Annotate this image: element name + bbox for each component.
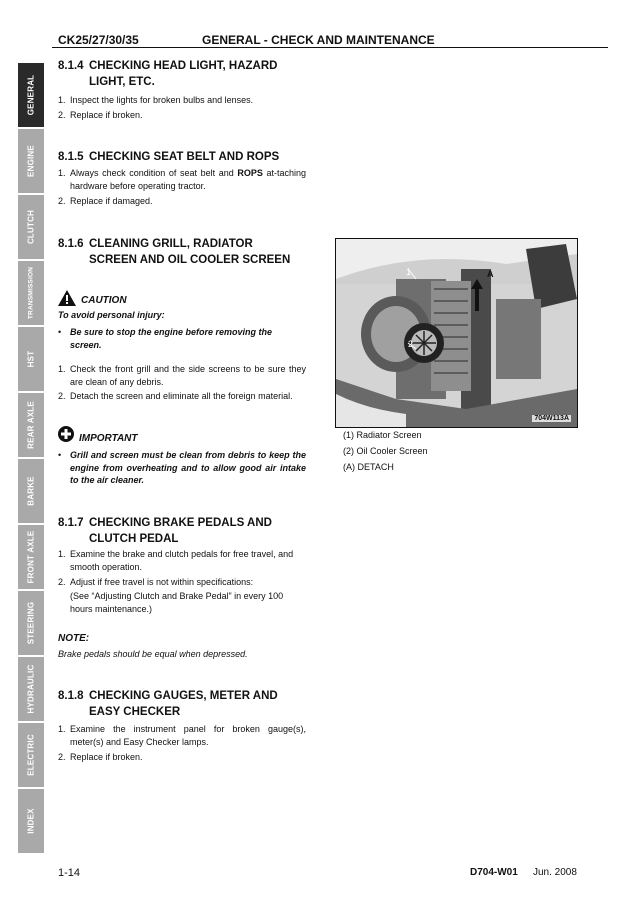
note-label: NOTE: <box>58 633 90 644</box>
side-tab-barke[interactable] <box>18 459 44 523</box>
caution-text: Be sure to stop the engine before removing the screen. <box>70 327 273 350</box>
item-text: Replace if broken. <box>70 110 143 120</box>
list-item <box>58 751 306 764</box>
side-tab-clutch[interactable] <box>18 195 44 259</box>
section-title-cont: EASY CHECKER <box>89 706 181 718</box>
side-tab-electric[interactable] <box>18 723 44 787</box>
section-number: 8.1.7 <box>58 517 84 529</box>
item-text: Examine the brake and clutch pedals for free travel, and smooth operation. <box>70 549 294 572</box>
side-tab-label: GENERAL <box>26 74 36 116</box>
section-title-cont: CLUTCH PEDAL <box>89 533 179 545</box>
side-tab-engine[interactable] <box>18 129 44 193</box>
document-date: Jun. 2008 <box>533 867 577 878</box>
header-title: GENERAL - CHECK AND MAINTENANCE <box>202 33 435 47</box>
item-text: Check the front grill and the side screens to be sure they are clean of any debris. <box>70 364 306 387</box>
item-number: 1. <box>58 364 66 374</box>
list-item <box>58 167 306 192</box>
side-tab-front-axle[interactable] <box>18 525 44 589</box>
section-title: CHECKING HEAD LIGHT, HAZARD <box>89 60 278 72</box>
side-tab-general[interactable] <box>18 63 44 127</box>
section-title: CLEANING GRILL, RADIATOR <box>89 238 253 250</box>
list-item <box>58 363 306 388</box>
section-number: 8.1.4 <box>58 60 84 72</box>
section-8-1-4-heading <box>58 58 277 90</box>
list-item <box>58 109 306 122</box>
document-code: D704-W01 <box>470 867 518 878</box>
header-model: CK25/27/30/35 <box>58 33 139 47</box>
side-tab-transmission[interactable] <box>18 261 44 325</box>
figure-caption: (1) Radiator Screen <box>343 430 422 440</box>
side-tab-label: STEERING <box>26 601 36 645</box>
section-number: 8.1.5 <box>58 151 84 163</box>
item-text: Replace if broken. <box>70 752 143 762</box>
side-tab-label: REAR AXLE <box>26 401 36 449</box>
figure-label-a: A <box>487 269 494 279</box>
side-tab-label: TRANSMISSION <box>27 266 35 320</box>
figure-id: 704W113A <box>534 415 569 422</box>
side-tab-label: ENGINE <box>26 145 36 177</box>
item-number: 1. <box>58 724 66 734</box>
item-number: 2. <box>58 391 66 401</box>
side-tab-label: INDEX <box>26 808 36 834</box>
section-8-1-5-heading <box>58 149 279 165</box>
header-rule <box>52 47 608 48</box>
item-text: Always check condition of seat belt and <box>70 168 238 178</box>
item-number: 2. <box>58 577 66 587</box>
side-tab-label: HST <box>26 350 36 368</box>
important-text: Grill and screen must be clean from debris to keep the engine from overheating and to allow good air intake to the air cleaner. <box>70 450 306 485</box>
item-number: 2. <box>58 110 66 120</box>
radiator-screen-photo <box>335 238 578 428</box>
figure-label-2: 2 <box>408 339 414 349</box>
item-text: Inspect the lights for broken bulbs and lenses. <box>70 95 254 105</box>
bullet: • <box>58 450 62 460</box>
list-item <box>58 94 306 107</box>
list-item-sub <box>58 590 306 615</box>
side-tab-rear-axle[interactable] <box>18 393 44 457</box>
list-item <box>58 390 306 403</box>
page-number: 1-14 <box>58 867 81 879</box>
item-number: 1. <box>58 168 66 178</box>
section-title-cont: SCREEN AND OIL COOLER SCREEN <box>89 254 291 266</box>
list-item <box>58 548 306 573</box>
item-text: Detach the screen and eliminate all the foreign material. <box>70 391 293 401</box>
item-number: 2. <box>58 752 66 762</box>
warning-triangle-icon <box>58 290 76 306</box>
important-label: IMPORTANT <box>79 433 138 444</box>
section-8-1-8-heading <box>58 688 278 720</box>
note-text: Brake pedals should be equal when depressed. <box>58 649 248 659</box>
side-tab-label: HYDRAULIC <box>26 664 36 714</box>
important-plus-icon <box>58 426 74 442</box>
important-bullet-item <box>58 449 306 487</box>
rops-term: ROPS <box>237 168 263 178</box>
section-title: CHECKING SEAT BELT AND ROPS <box>89 151 280 163</box>
section-8-1-6-heading <box>58 236 290 268</box>
bullet: • <box>58 327 62 337</box>
side-tab-label: CLUTCH <box>26 209 36 245</box>
caution-bullet-item <box>58 326 306 351</box>
side-tab-steering[interactable] <box>18 591 44 655</box>
side-tab-hydraulic[interactable] <box>18 657 44 721</box>
section-8-1-7-heading <box>58 515 272 547</box>
item-text: Examine the instrument panel for broken gauge(s), meter(s) and Easy Checker lamps. <box>70 724 306 747</box>
item-number: 2. <box>58 196 66 206</box>
important-block <box>58 426 306 444</box>
caution-subheading: To avoid personal injury: <box>58 310 165 320</box>
side-tab-hst[interactable] <box>18 327 44 391</box>
section-title-cont: LIGHT, ETC. <box>89 76 155 88</box>
item-text: (See “Adjusting Clutch and Brake Pedal” in every 100 hours maintenance.) <box>70 591 284 614</box>
caution-label: CAUTION <box>81 295 127 306</box>
section-title: CHECKING BRAKE PEDALS AND <box>89 517 272 529</box>
figure-caption: (2) Oil Cooler Screen <box>343 446 428 456</box>
side-tab-label: BARKE <box>26 476 36 506</box>
list-item <box>58 576 306 589</box>
list-item <box>58 195 306 208</box>
item-number: 1. <box>58 95 66 105</box>
section-number: 8.1.8 <box>58 690 84 702</box>
section-title: CHECKING GAUGES, METER AND <box>89 690 278 702</box>
side-tab-index[interactable] <box>18 789 44 853</box>
side-tab-label: FRONT AXLE <box>26 530 36 584</box>
engine-illustration <box>336 239 577 427</box>
item-number: 1. <box>58 549 66 559</box>
item-text: Adjust if free travel is not within specifications: <box>70 577 254 587</box>
figure-label-1: 1 <box>406 267 412 277</box>
section-number: 8.1.6 <box>58 238 84 250</box>
item-text-cont: at-taching hardware before operating tractor. <box>70 168 306 191</box>
item-text: Replace if damaged. <box>70 196 153 206</box>
figure-caption: (A) DETACH <box>343 462 394 472</box>
list-item <box>58 723 306 748</box>
side-tab-label: ELECTRIC <box>26 734 36 776</box>
